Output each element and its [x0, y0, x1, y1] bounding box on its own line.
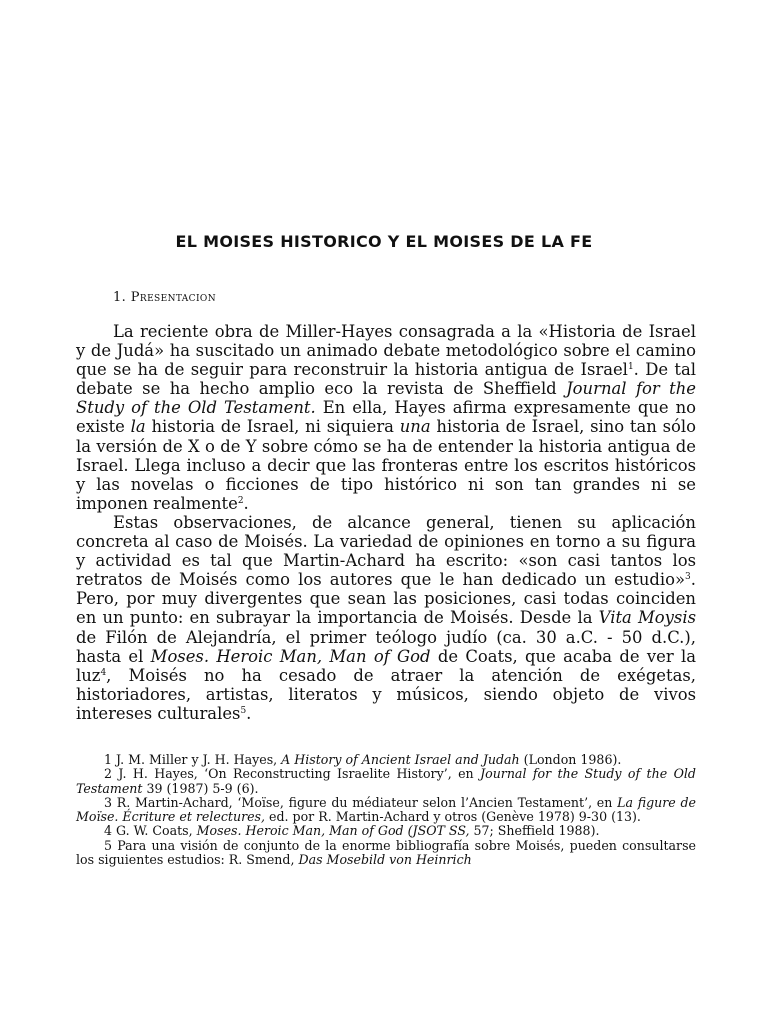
footnote	[76, 839, 696, 868]
footnotes	[76, 753, 696, 867]
section-title: Presentacion	[130, 290, 216, 305]
italic-text: La figure de Moïse. Écriture et relectures,	[76, 794, 696, 825]
text-run: En ella, Hayes afirma expresamente que no existe	[76, 398, 696, 437]
text-run: , Moisés no ha cesado de atraer la atención de exégetas, historiadores, artistas, literatos y músicos, siendo objeto de vivos intereses culturales	[76, 665, 696, 723]
italic-text: una	[399, 417, 431, 437]
body-text	[76, 322, 696, 723]
footnote	[76, 796, 696, 825]
text-run: .	[243, 493, 249, 513]
italic-text: Vita Moysis	[598, 608, 696, 628]
text-run: 1 J. M. Miller y J. H. Hayes,	[104, 752, 282, 767]
footnote-ref: 5	[240, 705, 247, 716]
text-run: . De tal debate se ha hecho amplio eco la revista de Sheffield	[76, 360, 696, 399]
text-run: ed. por R. Martin-Achard y otros (Genève 1978) 9-30 (13).	[265, 809, 641, 825]
footnote-ref: 1	[627, 362, 634, 373]
paragraph	[76, 513, 696, 723]
text-run: de Coats, que acaba de ver la luz	[76, 646, 696, 685]
footnote	[76, 767, 696, 796]
italic-text: Journal for the Study of the Old Testament	[76, 766, 696, 796]
footnote-ref: 2	[237, 495, 244, 506]
italic-text: A History of Ancient Israel and Judah	[281, 752, 520, 767]
article-title: EL MOISES HISTORICO Y EL MOISES DE LA FE	[175, 232, 593, 251]
text-run: Estas observaciones, de alcance general, tienen su aplicación concreta al caso de Moisés. La variedad de opiniones en torno a su figura y actividad es tal que Martin-Achard ha escrito: «son casi tantos los retratos de Moisés como los autores que le han dedicado un estudio»	[76, 512, 696, 590]
text-run: 39 (1987) 5-9 (6).	[142, 780, 259, 796]
text-run: historia de Israel, sino tan sólo la versión de X o de Y sobre cómo se ha de entender la historia antigua de Israel. Llega incluso a decir que las fronteras entre los escritos históricos y las novelas o ficciones de tipo histórico ni son tan grandes ni se imponen realmente	[76, 417, 696, 513]
section-number: 1.	[113, 290, 127, 305]
text-run: (London 1986).	[519, 752, 622, 767]
footnote	[76, 753, 696, 767]
text-run: 57; Sheffield 1988).	[469, 823, 600, 839]
text-run: 3 R. Martin-Achard, ‘Moïse, figure du médiateur selon l’Ancien Testament’, en	[104, 794, 618, 810]
italic-text: la	[130, 417, 146, 437]
text-run: .	[246, 703, 252, 723]
italic-text: Journal for the Study of the Old Testament.	[76, 379, 696, 418]
text-run: La reciente obra de Miller-Hayes consagrada a la «Historia de Israel y de Judá» ha suscitado un animado debate metodológico sobre el camino que se ha de seguir para reconstruir la historia antigua de Israel	[76, 322, 696, 380]
text-run: 4 G. W. Coats,	[104, 823, 197, 839]
italic-text: Moses. Heroic Man, Man of God	[150, 646, 431, 666]
footnote-ref: 4	[100, 667, 107, 678]
footnote	[76, 824, 696, 838]
paragraph	[76, 322, 696, 513]
text-run: 2 J. H. Hayes, ‘On Reconstructing Israelite History’, en	[104, 766, 481, 782]
italic-text: Moses. Heroic Man, Man of God (JSOT SS,	[196, 823, 470, 839]
text-run: de Filón de Alejandría, el primer teólogo judío (ca. 30 a.C. - 50 d.C.), hasta el	[76, 627, 696, 666]
footnote-ref: 3	[685, 572, 691, 583]
text-run: 5 Para una visión de conjunto de la enorme bibliografía sobre Moisés, pueden consultarse los siguientes estudios: R. Smend,	[76, 837, 696, 868]
text-run: historia de Israel, ni siquiera	[145, 417, 400, 437]
section-heading	[113, 290, 216, 305]
italic-text: Das Mosebild von Heinrich	[298, 852, 472, 868]
text-run: . Pero, por muy divergentes que sean las posiciones, casi todas coinciden en un punto: en subrayar la importancia de Moisés. Desde la	[76, 570, 696, 628]
